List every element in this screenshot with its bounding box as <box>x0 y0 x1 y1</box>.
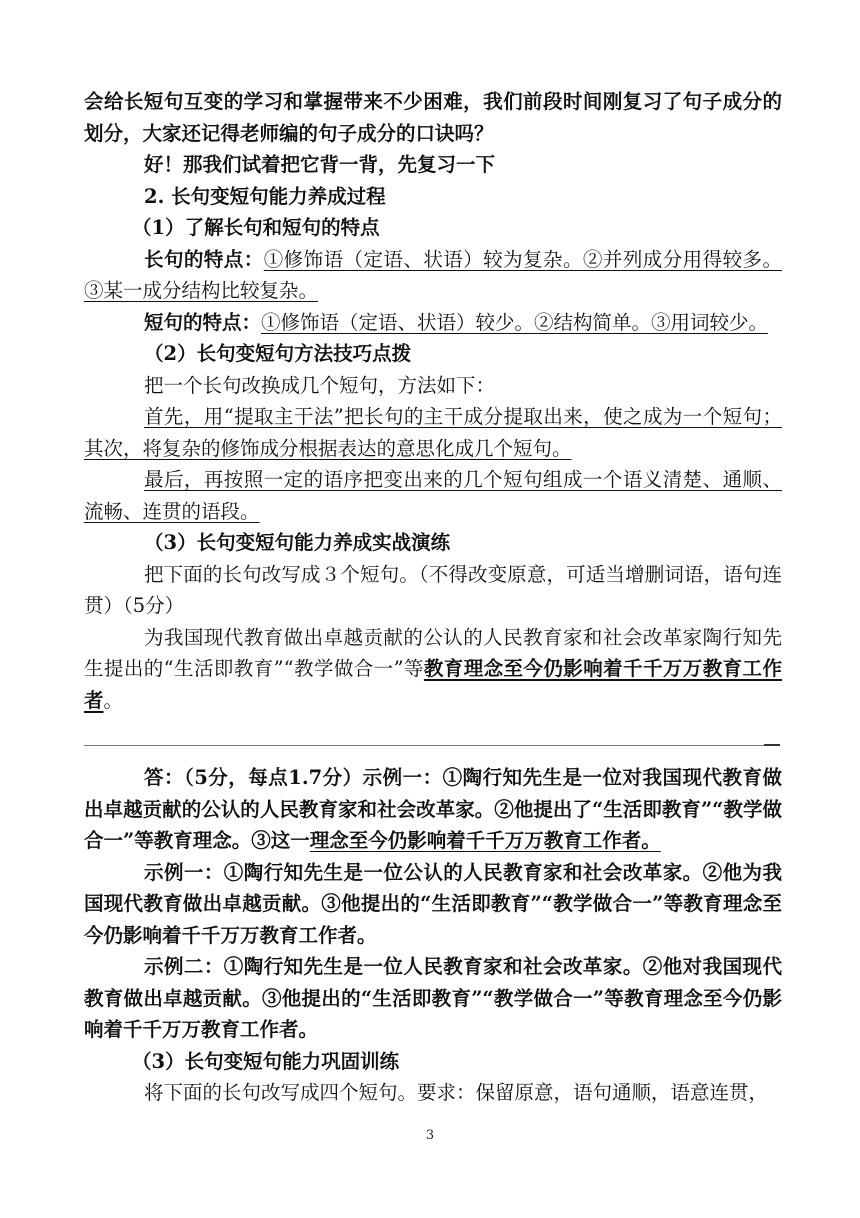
short-sentence-features <box>84 307 782 339</box>
answer-lead: 答：（5分，每点1.7分）示例一：①陶行知先生是一位对我国现代教育做出卓越贡献的公认的人民教育家和社会改革家。②他提出了“生活即教育”“教学做合一”等教育理念。③这一 <box>84 766 782 852</box>
method-step-1-text: 首先，用“提取主干法”把长句的主干成分提取出来，使之成为一个短句；其次，将复杂的修饰成分根据表达的意思化成几个短句。 <box>84 405 782 460</box>
subheading-1: （1）了解长句和短句的特点 <box>132 216 380 239</box>
answer-example-1 <box>84 762 782 857</box>
answer-section <box>84 762 782 1109</box>
recite-line: 好！那我们试着把它背一背，先复习一下 <box>144 153 496 176</box>
exercise-sentence-underlined: 教育理念至今仍影响着千千万万教育工作者 <box>84 657 782 712</box>
method-step-2 <box>84 464 782 527</box>
method-step-1 <box>84 401 782 464</box>
short-label: 短句的特点： <box>144 310 262 334</box>
subheading-3: （3）长句变短句能力养成实战演练 <box>144 531 451 554</box>
short-features-text: ①修饰语（定语、状语）较少。②结构简单。③用词较少。 <box>261 310 769 334</box>
practice-task: 将下面的长句改写成四个短句。要求：保留原意，语句通顺，语意连贯， <box>144 1081 769 1104</box>
exercise-sentence-end: 。 <box>103 688 124 712</box>
exercise-sentence-plain: 为我国现代教育做出卓越贡献的公认的人民教育家和社会改革家陶行知先生提出的“生活即教育”“教学做合一”等 <box>84 625 782 680</box>
answer-example-2: 示例一：①陶行知先生是一位公认的人民教育家和社会改革家。②他为我国现代教育做出卓越贡献。③他提出的“生活即教育”“教学做合一”等教育理念至今仍影响着千千万万教育工作者。 <box>84 860 782 947</box>
long-label: 长句的特点： <box>144 247 264 271</box>
subheading-4: （3）长句变短句能力巩固训练 <box>132 1049 400 1073</box>
intro-paragraph: 会给长短句互变的学习和掌握带来不少困难，我们前段时间刚复习了句子成分的划分，大家还记得老师编的句子成分的口诀吗？ <box>84 90 782 145</box>
method-step-2-text: 最后，再按照一定的语序把变出来的几个短句组成一个语义清楚、通顺、流畅、连贯的语段。 <box>84 468 782 523</box>
exercise-sentence <box>84 622 782 717</box>
subheading-2: （2）长句变短句方法技巧点拨 <box>144 342 412 365</box>
long-features-text: ①修饰语（定语、状语）较为复杂。②并列成分用得较多。③某一成分结构比较复杂。 <box>84 247 782 302</box>
answer-divider <box>84 745 780 746</box>
page-number: 3 <box>425 1128 435 1143</box>
divider-end-mark <box>764 744 780 746</box>
exercise-task: 把下面的长句改写成３个短句。（不得改变原意，可适当增删词语，语句连贯）（5分） <box>84 562 782 617</box>
upper-section <box>84 86 782 716</box>
method-intro: 把一个长句改换成几个短句，方法如下： <box>144 373 496 397</box>
long-sentence-features <box>84 244 782 307</box>
answer-lead-underlined: 理念至今仍影响着千千万万教育工作者。 <box>309 829 661 852</box>
answer-example-3: 示例二：①陶行知先生是一位人民教育家和社会改革家。②他对我国现代教育做出卓越贡献。③他提出的“生活即教育”“教学做合一”等教育理念至今仍影响着千千万万教育工作者。 <box>84 955 782 1041</box>
section-2-heading: 2. 长句变短句能力养成过程 <box>144 184 386 208</box>
